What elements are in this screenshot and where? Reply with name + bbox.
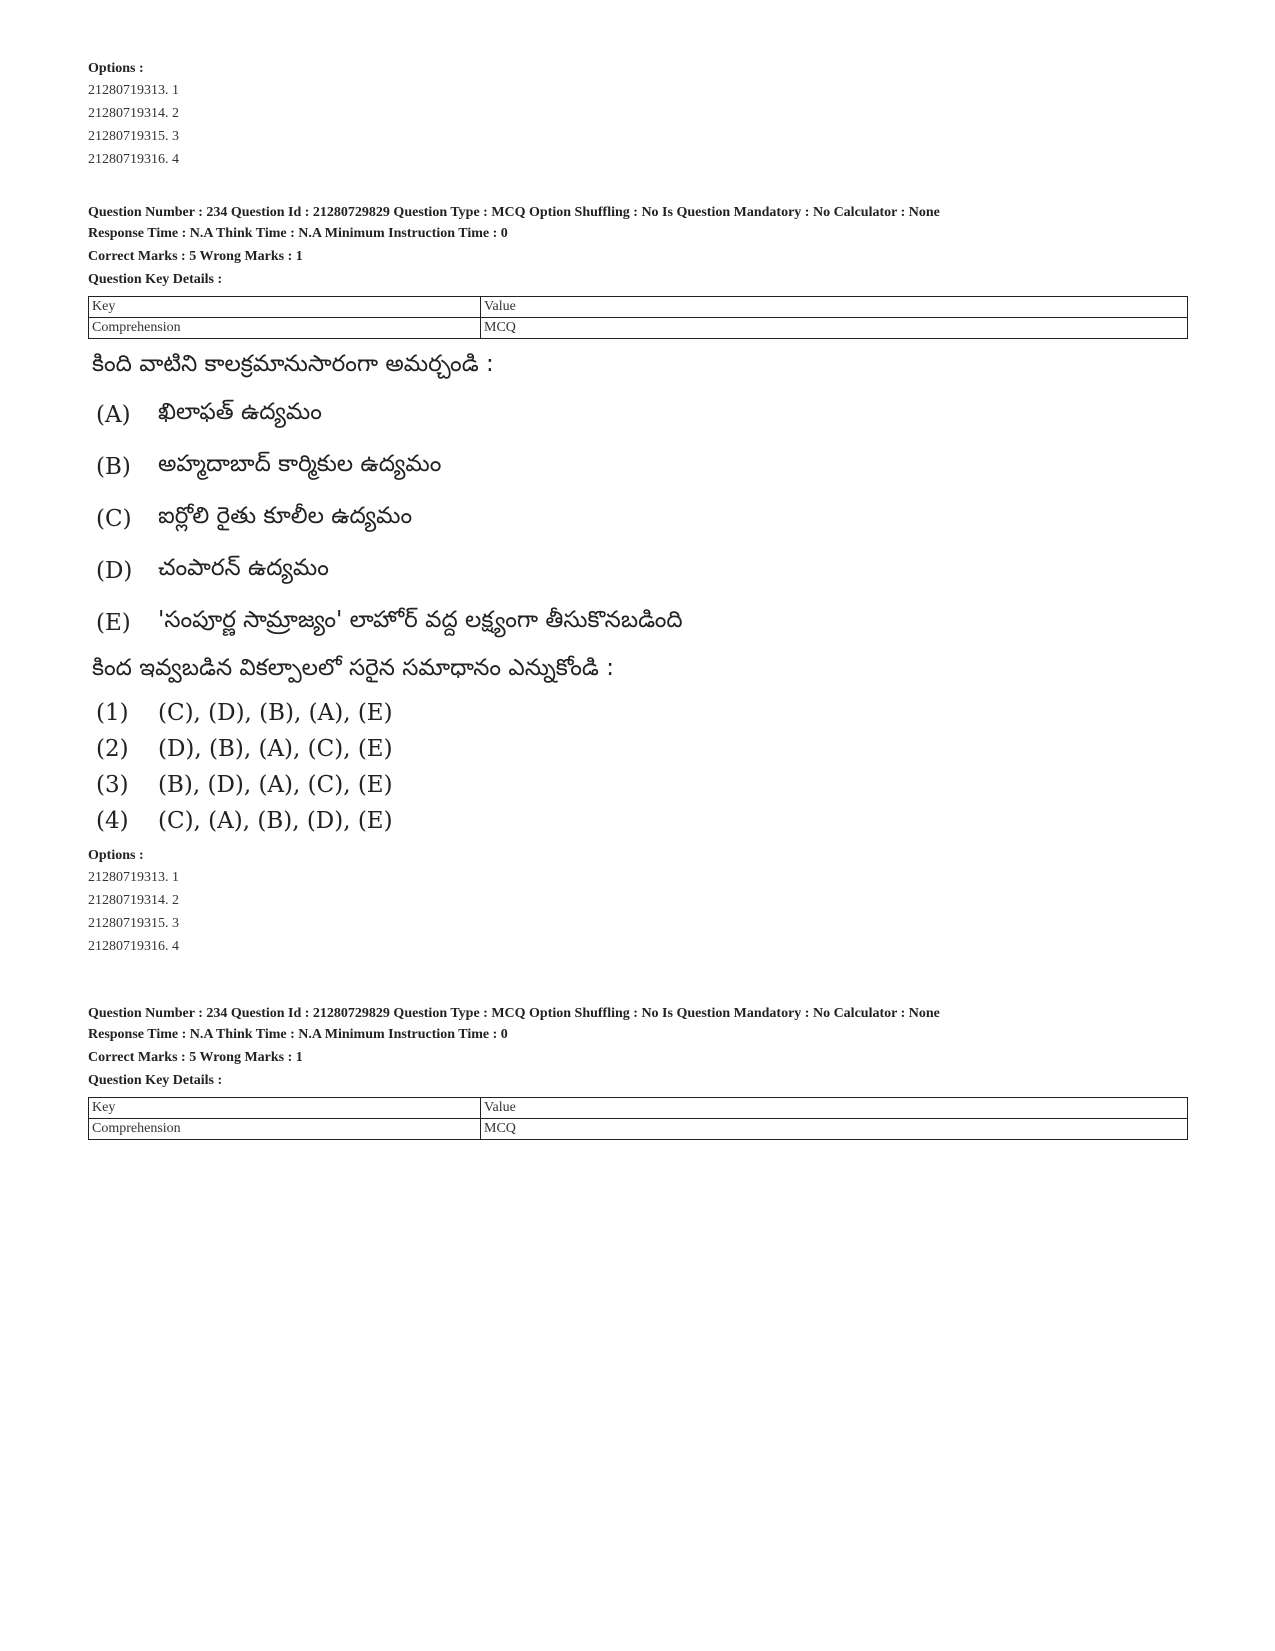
- top-options-block: [88, 58, 1188, 171]
- options-heading: Options :: [88, 61, 144, 76]
- table-header-value: Value: [481, 1098, 1188, 1119]
- question-meta-line2: Response Time : N.A Think Time : N.A Minimum Instruction Time : 0: [88, 226, 508, 241]
- table-cell-key: Comprehension: [89, 318, 481, 339]
- question-meta-line2: Response Time : N.A Think Time : N.A Minimum Instruction Time : 0: [88, 1027, 508, 1042]
- answer-choice: [96, 803, 1188, 839]
- option-line: 21280719316. 4: [88, 939, 179, 954]
- question-instruction: కింద ఇవ్వబడిన వికల్పాలలో సరైన సమాధానం ఎన్నుకోండి :: [92, 655, 615, 681]
- table-header-value: Value: [481, 297, 1188, 318]
- question-items: [88, 389, 1188, 649]
- table-cell-key: Comprehension: [89, 1119, 481, 1140]
- question-marks: Correct Marks : 5 Wrong Marks : 1: [88, 1050, 303, 1065]
- item-text: ఐర్లోలి రైతు కూలీల ఉద్యమం: [158, 503, 413, 529]
- table-row: [89, 1098, 1188, 1119]
- key-details-heading: Question Key Details :: [88, 1073, 223, 1088]
- question-meta-line1: Question Number : 234 Question Id : 21280729829 Question Type : MCQ Option Shuffling : No Is Question Mandatory : No Calculator : None: [88, 1006, 940, 1021]
- question-block: [88, 202, 1188, 958]
- key-details-table: [88, 296, 1188, 339]
- answer-choice: [96, 695, 1188, 731]
- choice-number: (3): [96, 772, 129, 798]
- choice-number: (2): [96, 736, 129, 762]
- key-details-table: [88, 1097, 1188, 1140]
- option-line: 21280719313. 1: [88, 870, 179, 885]
- next-question-block: [88, 1003, 1188, 1140]
- item-label: (A): [96, 402, 131, 428]
- question-stem: కింది వాటిని కాలక్రమానుసారంగా అమర్చండి :: [92, 351, 494, 377]
- table-header-key: Key: [89, 1098, 481, 1119]
- choice-text: (B), (D), (A), (C), (E): [158, 772, 393, 798]
- option-line: 21280719313. 1: [88, 83, 179, 98]
- list-item: [96, 597, 1188, 649]
- item-label: (B): [96, 454, 131, 480]
- item-text: 'సంపూర్ణ సామ్రాజ్యం' లాహోర్ వద్ద లక్ష్యంగా తీసుకొనబడింది: [158, 607, 683, 633]
- table-cell-value: MCQ: [481, 318, 1188, 339]
- item-label: (C): [96, 506, 132, 532]
- table-row: [89, 318, 1188, 339]
- item-text: అహ్మదాబాద్ కార్మికుల ఉద్యమం: [158, 451, 442, 477]
- table-header-key: Key: [89, 297, 481, 318]
- option-line: 21280719316. 4: [88, 152, 179, 167]
- list-item: [96, 389, 1188, 441]
- table-row: [89, 1119, 1188, 1140]
- item-text: చంపారన్ ఉద్యమం: [158, 555, 329, 581]
- question-meta-line1: Question Number : 234 Question Id : 21280729829 Question Type : MCQ Option Shuffling : No Is Question Mandatory : No Calculator : None: [88, 205, 940, 220]
- options-heading: Options :: [88, 848, 144, 863]
- choice-number: (1): [96, 700, 129, 726]
- option-line: 21280719315. 3: [88, 129, 179, 144]
- choice-number: (4): [96, 808, 129, 834]
- table-cell-value: MCQ: [481, 1119, 1188, 1140]
- item-text: ఖిలాఫత్ ఉద్యమం: [158, 399, 322, 425]
- answer-choice: [96, 731, 1188, 767]
- item-label: (D): [96, 558, 133, 584]
- option-line: 21280719314. 2: [88, 106, 179, 121]
- answer-choice: [96, 767, 1188, 803]
- answer-choices: [88, 695, 1188, 839]
- list-item: [96, 441, 1188, 493]
- question-options-block: [88, 845, 1188, 958]
- question-marks: Correct Marks : 5 Wrong Marks : 1: [88, 249, 303, 264]
- key-details-heading: Question Key Details :: [88, 272, 223, 287]
- list-item: [96, 545, 1188, 597]
- option-line: 21280719315. 3: [88, 916, 179, 931]
- table-row: [89, 297, 1188, 318]
- option-line: 21280719314. 2: [88, 893, 179, 908]
- choice-text: (C), (D), (B), (A), (E): [158, 700, 393, 726]
- choice-text: (D), (B), (A), (C), (E): [158, 736, 393, 762]
- list-item: [96, 493, 1188, 545]
- item-label: (E): [96, 610, 131, 636]
- choice-text: (C), (A), (B), (D), (E): [158, 808, 393, 834]
